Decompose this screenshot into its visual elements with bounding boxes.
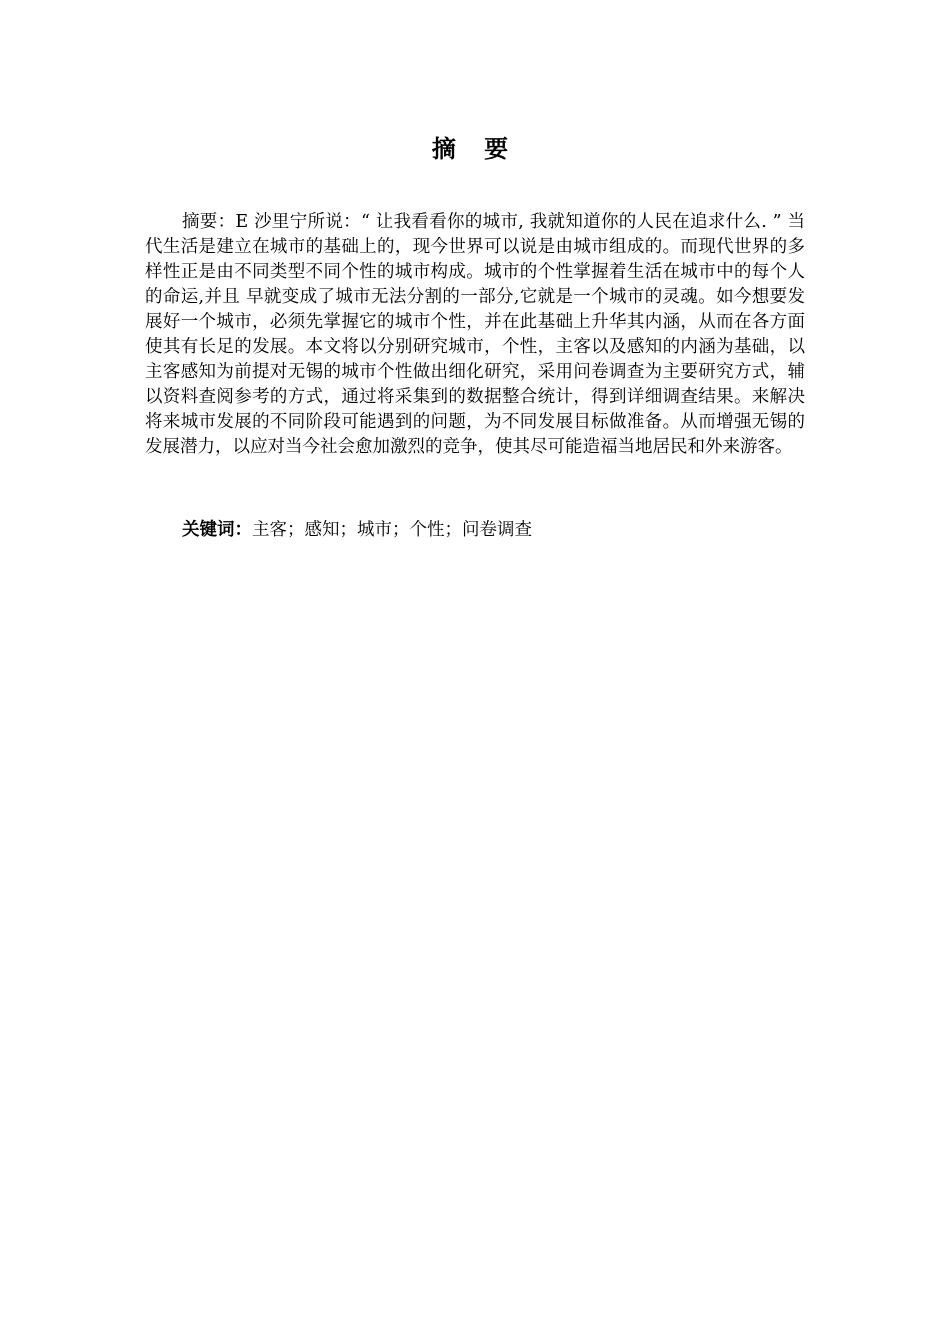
keywords-list: 主客；感知；城市；个性；问卷调查 (252, 520, 532, 540)
keywords-label: 关键词： (182, 520, 252, 540)
abstract-title: 摘 要 (431, 135, 519, 163)
abstract-paragraph: 摘要：E 沙里宁所说：“ 让我看看你的城市, 我就知道你的人民在追求什么. ” 当代生活是建立在城市的基础上的，现今世界可以说是由城市组成的。而现代世界的多样性正是由不同类型不同个性的城市构成。城市的个性掌握着生活在城市中的每个人的命运,并且 早就变成了城市无法分割的一部分,它就是一个城市的灵魂。如今想要发展好一个城市，必须先掌握它的城市个性，并在此基础上升华其内涵，从而在各方面使其有长足的发展。本文将以分别研究城市，个性，主客以及感知的内涵为基础，以主客感知为前提对无锡的城市个性做出细化研究，采用问卷调查为主要研究方式，辅以资料查阅参考的方式，通过将采集到的数据整合统计，得到详细调查结果。来解决将来城市发展的不同阶段可能遇到的问题，为不同发展目标做准备。从而增强无锡的发展潜力，以应对当今社会愈加激烈的竞争，使其尽可能造福当地居民和外来游客。 (145, 212, 805, 457)
keywords-line (182, 518, 802, 543)
